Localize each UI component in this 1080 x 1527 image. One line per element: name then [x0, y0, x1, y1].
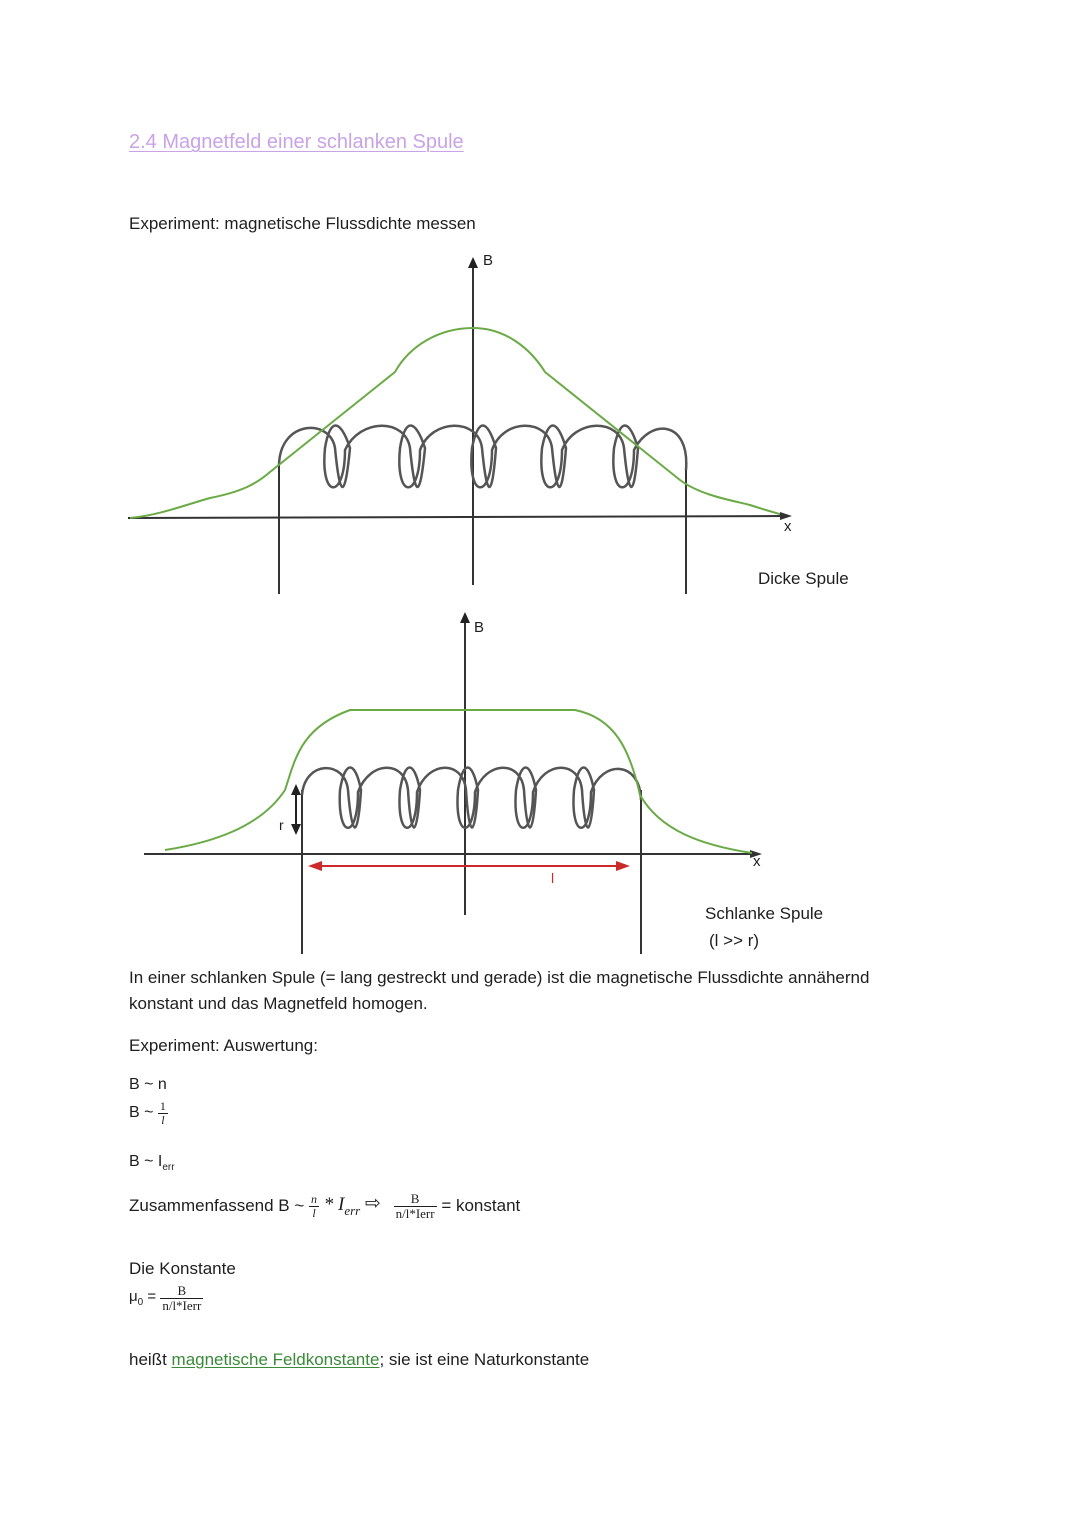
relation-length	[129, 1100, 168, 1126]
radius-arrowhead-down	[291, 824, 301, 835]
mu-eq: =	[143, 1288, 157, 1306]
x-axis	[128, 516, 786, 518]
diagram1-x-label: x	[784, 518, 792, 535]
b-axis-arrowhead	[460, 612, 470, 623]
experiment-heading: Experiment: magnetische Flussdichte messen	[129, 214, 476, 233]
mu0-formula	[129, 1284, 203, 1312]
relation-length-fraction	[158, 1100, 168, 1126]
mu0-fraction	[160, 1284, 203, 1312]
thick-coil-windings	[279, 426, 686, 488]
summary-ratio-fraction	[394, 1192, 437, 1220]
slim-coil-caption: Schlanke Spule	[705, 904, 824, 923]
relation-length-denominator: l	[161, 1112, 165, 1127]
diagram2-b-label: B	[474, 619, 485, 636]
implies-arrow: ⇨	[364, 1193, 381, 1214]
summary-constant: = konstant	[441, 1196, 521, 1216]
relation-current	[129, 1153, 175, 1173]
definition-suffix: ; sie ist eine Naturkonstante	[379, 1350, 590, 1369]
summary-current-sub: err	[344, 1202, 361, 1218]
definition-prefix: heißt	[129, 1350, 172, 1369]
mu-letter: μ	[129, 1288, 138, 1306]
summary-formula	[129, 1192, 520, 1220]
radius-arrowhead-up	[291, 784, 301, 795]
constant-label: Die Konstante	[129, 1259, 236, 1278]
relation-current-sub: err	[162, 1162, 175, 1174]
b-axis-arrowhead	[468, 257, 478, 268]
summary-ratio-num: B	[394, 1192, 437, 1207]
summary-fraction	[309, 1193, 319, 1219]
length-arrowhead-right	[616, 861, 630, 871]
length-arrowhead-left	[308, 861, 322, 871]
evaluation-heading: Experiment: Auswertung:	[129, 1036, 318, 1055]
summary-prefix: Zusammenfassend B ~	[129, 1196, 305, 1216]
diagram2-x-label: x	[753, 853, 761, 870]
relation-length-prefix: B ~	[129, 1104, 154, 1122]
diagram1-b-label: B	[483, 252, 494, 269]
definition-sentence	[129, 1350, 589, 1370]
magnetic-field-constant-link[interactable]: magnetische Feldkonstante	[171, 1350, 380, 1369]
summary-fraction-den: l	[312, 1205, 316, 1220]
relation-n: B ~ n	[129, 1076, 167, 1093]
summary-ratio-den: n/l*Ierr	[395, 1205, 435, 1221]
paragraph-line-1: In einer schlanken Spule (= lang gestreckt und gerade) ist die magnetische Flussdichte annähernd	[129, 968, 870, 987]
mu0-den: n/l*Ierr	[162, 1297, 202, 1313]
summary-fraction-num: n	[311, 1192, 318, 1207]
summary-current	[323, 1193, 361, 1218]
slim-coil-windings	[302, 768, 641, 828]
relation-current-prefix: B ~ I	[129, 1153, 163, 1170]
summary-mult: * I	[323, 1193, 345, 1215]
page-title: 2.4 Magnetfeld einer schlanken Spule	[129, 131, 464, 153]
mu0-symbol	[129, 1288, 157, 1309]
length-label: l	[551, 870, 555, 886]
relation-length-numerator: 1	[159, 1099, 166, 1113]
slim-coil-condition: (l >> r)	[709, 931, 760, 950]
radius-label: r	[279, 817, 284, 833]
mu0-num: B	[160, 1284, 203, 1299]
diagram-slim-coil	[144, 612, 762, 954]
paragraph-line-2: konstant und das Magnetfeld homogen.	[129, 994, 428, 1013]
thick-coil-caption: Dicke Spule	[758, 569, 849, 588]
mu-sub: 0	[137, 1297, 144, 1309]
diagram-thick-coil	[128, 257, 792, 594]
thick-coil-field-curve	[130, 328, 786, 518]
